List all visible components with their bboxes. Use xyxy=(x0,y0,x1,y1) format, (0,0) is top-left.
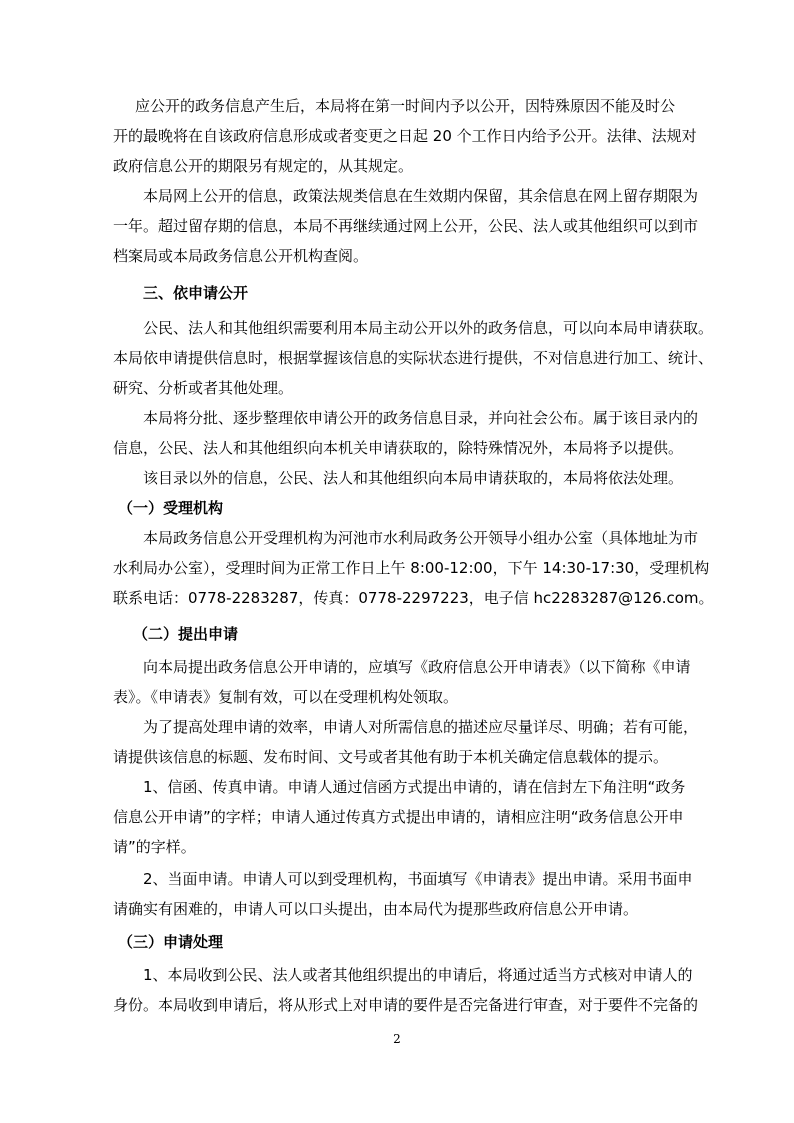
text-line: 本局依申请提供信息时，根据掌握该信息的实际状态进行提供，不对信息进行加工、统计、 xyxy=(113,349,714,367)
text-line: 一年。超过留存期的信息，本局不再继续通过网上公开，公民、法人或其他组织可以到市 xyxy=(113,217,699,235)
text-line: 联系电话：0778-2283287，传真：0778-2297223，电子信 hc2283287@126.com。 xyxy=(113,589,714,607)
text-line: 向本局提出政务信息公开申请的，应填写《政府信息公开申请表》（以下简称《申请 xyxy=(143,658,691,676)
page-number: 2 xyxy=(393,1032,401,1046)
text-line: 政府信息公开的期限另有规定的，从其规定。 xyxy=(113,157,414,175)
text-line: 应公开的政务信息产生后，本局将在第一时间内予以公开，因特殊原因不能及时公 xyxy=(135,97,676,115)
text-line: 请”的字样。 xyxy=(113,838,196,856)
text-line: 该目录以外的信息，公民、法人和其他组织向本局申请获取的，本局将依法处理。 xyxy=(143,469,684,487)
subsection-heading: （一）受理机构 xyxy=(118,499,224,517)
text-line: 2、当面申请。申请人可以到受理机构，书面填写《申请表》提出申请。采用书面申 xyxy=(143,870,693,888)
text-line: 本局网上公开的信息，政策法规类信息在生效期内保留，其余信息在网上留存期限为 xyxy=(143,187,699,205)
text-line: 档案局或本局政务信息公开机构查阅。 xyxy=(113,247,369,265)
text-line: 1、本局收到公民、法人或者其他组织提出的申请后，将通过适当方式核对申请人的 xyxy=(143,966,693,984)
subsection-heading: （三）申请处理 xyxy=(118,933,224,951)
text-line: 身份。本局收到申请后，将从形式上对申请的要件是否完备进行审查，对于要件不完备的 xyxy=(113,996,699,1014)
text-line: 请确实有困难的，申请人可以口头提出，由本局代为提那些政府信息公开申请。 xyxy=(113,900,639,918)
text-line: 研究、分析或者其他处理。 xyxy=(113,379,294,397)
text-line: 公民、法人和其他组织需要利用本局主动公开以外的政务信息，可以向本局申请获取。 xyxy=(143,319,714,337)
text-line: 信息，公民、法人和其他组织向本机关申请获取的，除特殊情况外，本局将予以提供。 xyxy=(113,439,684,457)
text-line: 信息公开申请”的字样；申请人通过传真方式提出申请的，请相应注明“政务信息公开申 xyxy=(113,808,684,826)
text-line: 水利局办公室），受理时间为正常工作日上午 8:00-12:00，下午 14:30-17:30，受理机构 xyxy=(113,559,710,577)
text-line: 本局将分批、逐步整理依申请公开的政务信息目录，并向社会公布。属于该目录内的 xyxy=(143,409,699,427)
text-line: 为了提高处理申请的效率，申请人对所需信息的描述应尽量详尽、明确；若有可能， xyxy=(143,718,699,736)
section-heading: 三、依申请公开 xyxy=(143,284,249,302)
text-line: 开的最晚将在自该政府信息形成或者变更之日起 20 个工作日内给予公开。法律、法规对 xyxy=(113,127,697,145)
subsection-heading: （二）提出申请 xyxy=(133,625,239,643)
text-line: 请提供该信息的标题、发布时间、文号或者其他有助于本机关确定信息载体的提示。 xyxy=(113,748,669,766)
text-line: 1、信函、传真申请。申请人通过信函方式提出申请的，请在信封左下角注明“政务 xyxy=(143,778,686,796)
text-line: 表》。《申请表》复制有效，可以在受理机构处领取。 xyxy=(113,688,459,706)
text-line: 本局政务信息公开受理机构为河池市水利局政务公开领导小组办公室（具体地址为市 xyxy=(143,529,699,547)
